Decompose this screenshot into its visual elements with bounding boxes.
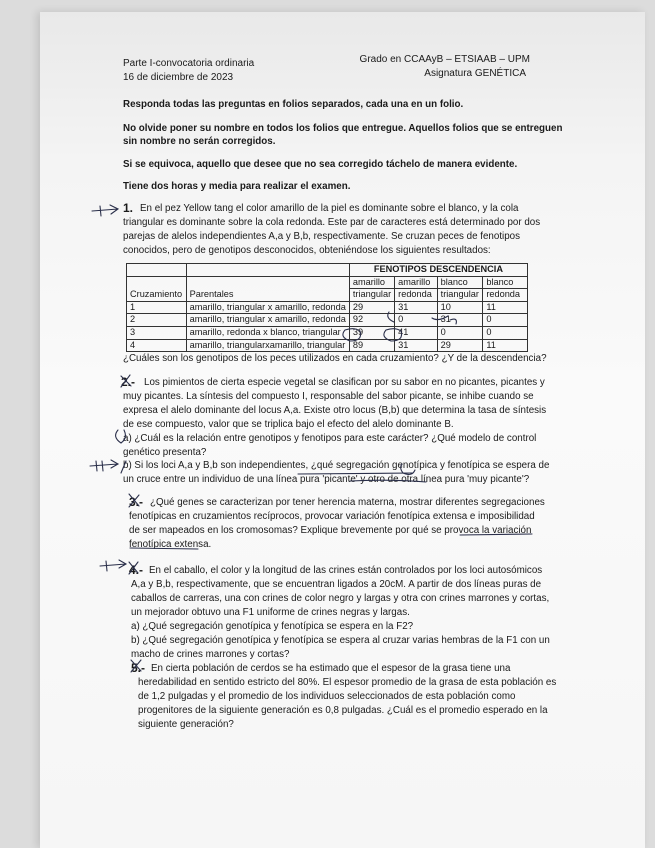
q1-question: ¿Cuáles son los genotipos de los peces utilizados en cada cruzamiento? ¿Y de la descendencia? bbox=[123, 353, 547, 364]
row-parentales: amarillo, triangular x amarillo, redonda bbox=[186, 301, 349, 314]
q4-text-line1: En el caballo, el color y la longitud de las crines están controlados por los loci autosómicos bbox=[149, 565, 543, 576]
instruction-name-line1: No olvide poner su nombre en todos los folios que entregue. Aquellos folios que se entreguen bbox=[123, 123, 563, 134]
cell-value: 10 bbox=[437, 301, 483, 314]
row-number: 2 bbox=[127, 314, 187, 327]
row-parentales: amarillo, redonda x blanco, triangular bbox=[186, 326, 349, 339]
q4-text-line3: caballos de carreras, una con crines de color negro y largas y otra con crines marrones y cortas, bbox=[131, 593, 550, 604]
cell-value: 31 bbox=[395, 301, 437, 314]
q5-text-line1: En cierta población de cerdos se ha estimado que el espesor de la grasa tiene una bbox=[151, 663, 511, 674]
cell-value: 0 bbox=[437, 326, 483, 339]
cell-value: 92 bbox=[349, 314, 394, 327]
table-header-row bbox=[127, 289, 528, 302]
header-exam-part: Parte I-convocatoria ordinaria bbox=[123, 58, 255, 69]
q3-text-line4: fenotípica extensa. bbox=[129, 539, 212, 550]
pheno-top-3: blanco bbox=[437, 276, 483, 289]
q4b-line1: b) ¿Qué segregación genotípica y fenotípica se espera al cruzar varias hembras de la F1 con un bbox=[131, 635, 550, 646]
q1-text-line3: parejas de alelos independientes A,a y B,b, respectivamente. Se cruzan peces de fenotipos bbox=[123, 231, 521, 242]
q4b-line2: macho de crines marrones y cortas? bbox=[131, 649, 290, 660]
cell-value: 0 bbox=[483, 314, 528, 327]
q2a-line1: a) ¿Cuál es la relación entre genotipos y fenotipos para este carácter? ¿Qué modelo de control bbox=[123, 433, 537, 444]
cell-value: 89 bbox=[349, 339, 394, 352]
col-parentales: Parentales bbox=[186, 289, 349, 302]
q2-text-line2: muy picantes. La síntesis del compuesto I, responsable del sabor picante, se inhibe cuando se bbox=[123, 391, 534, 402]
cell-value: 29 bbox=[437, 339, 483, 352]
q1-text-line1: En el pez Yellow tang el color amarillo de la piel es dominante sobre el blanco, y la cola bbox=[140, 203, 519, 214]
q3-number: 3.- bbox=[129, 495, 144, 509]
q4-text-line4: un mejorador obtuvo una F1 uniforme de crines negras y largas. bbox=[131, 607, 410, 618]
q4a: a) ¿Qué segregación genotípica y fenotípica se espera en la F2? bbox=[131, 621, 414, 632]
pheno-bottom-4: redonda bbox=[483, 289, 528, 302]
header-degree: Grado en CCAAyB – ETSIAAB – UPM bbox=[359, 54, 530, 65]
cell-value: 31 bbox=[437, 314, 483, 327]
q5-text-line3: de 1,2 pulgadas y el promedio de los individuos seleccionados de esta población como bbox=[138, 691, 516, 702]
q2-text-line3: expresa el alelo dominante del locus A,a. Existe otro locus (B,b) que determina la tasa de síntesis bbox=[123, 405, 547, 416]
instruction-name-line2: sin nombre no serán corregidos. bbox=[123, 136, 276, 147]
q5-text-line4: progenitores de la siguiente generación es 0,8 pulgadas. ¿Cuál es el promedio esperado en la bbox=[138, 705, 548, 716]
instruction-time: Tiene dos horas y media para realizar el examen. bbox=[123, 181, 351, 192]
pheno-top-2: amarillo bbox=[395, 276, 437, 289]
q5-text-line5: siguiente generación? bbox=[138, 719, 234, 730]
col-cruzamiento: Cruzamiento bbox=[127, 289, 187, 302]
table-row bbox=[127, 314, 528, 327]
q5-number: 5.- bbox=[131, 661, 146, 675]
cell-value: 0 bbox=[395, 314, 437, 327]
table-row bbox=[127, 339, 528, 352]
cell-value: 41 bbox=[395, 326, 437, 339]
cell-value: 31 bbox=[395, 339, 437, 352]
q3-text-line1: ¿Qué genes se caracterizan por tener herencia materna, mostrar diferentes segregaciones bbox=[150, 497, 545, 508]
q4-text-line2: A,a y B,b, respectivamente, que se encuentran ligados a 20cM. A partir de dos líneas puras de bbox=[131, 579, 542, 590]
table-row bbox=[127, 301, 528, 314]
pheno-bottom-3: triangular bbox=[437, 289, 483, 302]
row-parentales: amarillo, triangular x amarillo, redonda bbox=[186, 314, 349, 327]
table-header-row-top bbox=[127, 276, 528, 289]
cell-value: 29 bbox=[349, 301, 394, 314]
q2-text-line4: de ese compuesto, valor que se triplica bajo el efecto del alelo dominante B. bbox=[123, 419, 454, 430]
pheno-top-1: amarillo bbox=[349, 276, 394, 289]
row-parentales: amarillo, triangularxamarillo, triangular bbox=[186, 339, 349, 352]
cell-value: 11 bbox=[483, 301, 528, 314]
q1-number: 1. bbox=[123, 201, 134, 215]
q5-text-line2: heredabilidad en sentido estricto del 80%. El espesor promedio de la grasa de esta población es bbox=[138, 677, 557, 688]
table-row bbox=[127, 326, 528, 339]
row-number: 4 bbox=[127, 339, 187, 352]
table-group-header-row bbox=[127, 264, 528, 277]
q4-number: 4.- bbox=[129, 563, 144, 577]
q3-text-line3: de ser mapeados en los cromosomas? Explique brevemente por qué se provoca la variación bbox=[129, 525, 532, 536]
cell-value: 39 bbox=[349, 326, 394, 339]
pheno-bottom-1: triangular bbox=[349, 289, 394, 302]
q2b-line2: un cruce entre un individuo de una línea pura 'picante' y otro de otra línea pura 'muy picante'? bbox=[123, 474, 530, 485]
q3-text-line2: fenotípicas en cruzamientos recíprocos, provocar variación fenotípica extensa e imposibilidad bbox=[129, 511, 535, 522]
instruction-mistakes: Si se equivoca, aquello que desee que no sea corregido táchelo de manera evidente. bbox=[123, 159, 518, 170]
row-number: 3 bbox=[127, 326, 187, 339]
group-header: FENOTIPOS DESCENDENCIA bbox=[349, 264, 527, 277]
cell-value: 0 bbox=[483, 326, 528, 339]
q2-number: 2.- bbox=[121, 375, 136, 389]
pheno-bottom-2: redonda bbox=[395, 289, 437, 302]
instruction-separate-sheets: Responda todas las preguntas en folios separados, cada una en un folio. bbox=[123, 99, 464, 110]
q1-text-line2: triangular es dominante sobre la cola redonda. Este par de caracteres está determinado por dos bbox=[123, 217, 541, 228]
cell-value: 11 bbox=[483, 339, 528, 352]
q2b-line1: b) Si los loci A,a y B,b son independientes, ¿qué segregación genotípica y fenotípica se espera de bbox=[123, 460, 550, 471]
row-number: 1 bbox=[127, 301, 187, 314]
q2a-line2: genético presenta? bbox=[123, 447, 207, 458]
results-table bbox=[126, 263, 528, 352]
q1-text-line4: conocidos, pero de genotipos desconocidos, obteniéndose los siguientes resultados: bbox=[123, 245, 491, 256]
header-date: 16 de diciembre de 2023 bbox=[123, 72, 234, 83]
pheno-top-4: blanco bbox=[483, 276, 528, 289]
header-subject: Asignatura GENÉTICA bbox=[424, 68, 526, 79]
q2-text-line1: Los pimientos de cierta especie vegetal se clasifican por su sabor en no picantes, picantes y bbox=[144, 377, 545, 388]
